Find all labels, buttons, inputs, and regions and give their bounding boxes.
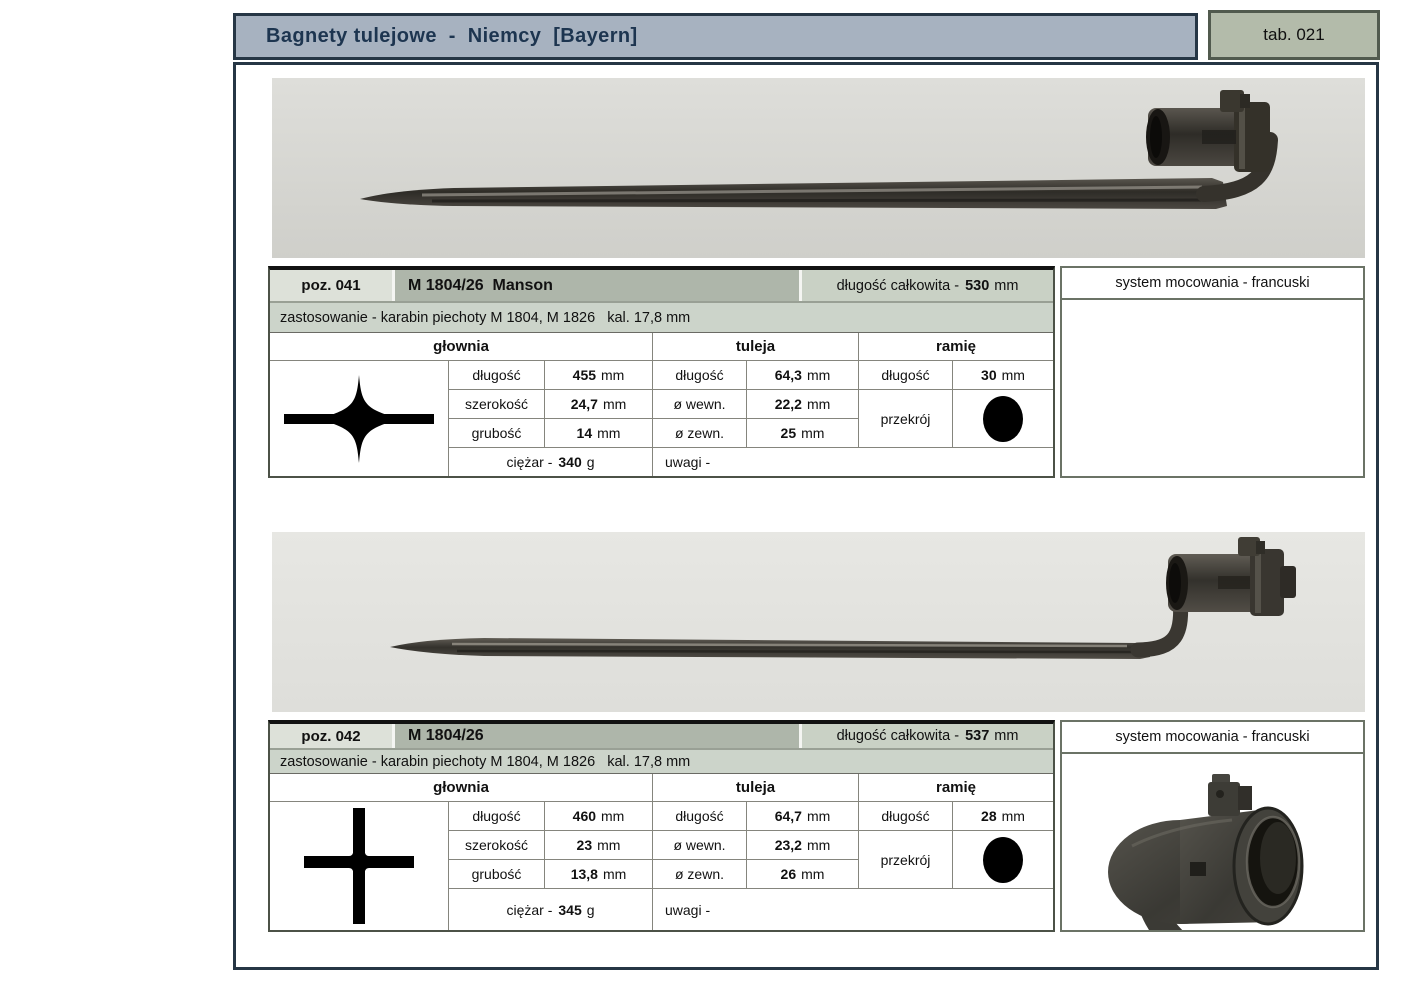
socket-outer-label-041: ø zewn. xyxy=(653,419,747,448)
total-length-cell-041: długość całkowita - 530 mm xyxy=(802,270,1053,301)
cruciform-section-icon xyxy=(274,802,444,930)
page-title-bar xyxy=(233,13,1198,60)
cross-section-label-042: przekrój xyxy=(859,831,953,889)
arm-length-label-042: długość xyxy=(859,802,953,831)
mount-system-box-041 xyxy=(1060,266,1365,478)
arm-cross-section-circle-042 xyxy=(953,831,1053,889)
blade-thickness-label-041: grubość xyxy=(449,419,545,448)
socket-length-value-042: 64,7 mm xyxy=(747,802,859,831)
blade-thickness-value-042: 13,8 mm xyxy=(545,860,653,889)
blade-length-label-041: długość xyxy=(449,361,545,390)
group-header-arm-042: ramię xyxy=(859,774,1053,802)
arm-length-value-041: 30 mm xyxy=(953,361,1053,390)
blade-thickness-label-042: grubość xyxy=(449,860,545,889)
arm-cross-section-circle-041 xyxy=(953,390,1053,448)
model-label-041: M 1804/26 Manson xyxy=(395,270,802,301)
blade-cross-section-diagram-041 xyxy=(270,361,449,476)
blade-width-label-041: szerokość xyxy=(449,390,545,419)
spec-041-header-row xyxy=(270,270,1053,301)
model-label-042: M 1804/26 xyxy=(395,724,802,748)
blade-width-value-041: 24,7 mm xyxy=(545,390,653,419)
poz-badge-042: poz. 042 xyxy=(270,724,395,748)
filled-circle-icon xyxy=(983,396,1023,442)
group-header-socket-042: tuleja xyxy=(653,774,859,802)
blade-width-value-042: 23 mm xyxy=(545,831,653,860)
socket-closeup-photo-042 xyxy=(1062,754,1363,930)
star-section-icon xyxy=(274,364,444,474)
arm-length-label-041: długość xyxy=(859,361,953,390)
blade-width-label-042: szerokość xyxy=(449,831,545,860)
mount-system-box-042 xyxy=(1060,720,1365,932)
bayonet-photo-041 xyxy=(272,78,1365,258)
filled-circle-icon xyxy=(983,837,1023,883)
group-header-blade-042: głownia xyxy=(270,774,653,802)
notes-cell-041: uwagi - xyxy=(653,448,1053,476)
blade-length-value-041: 455 mm xyxy=(545,361,653,390)
blade-thickness-value-041: 14 mm xyxy=(545,419,653,448)
group-header-arm-041: ramię xyxy=(859,333,1053,361)
bayonet-042-illustration xyxy=(272,532,1365,712)
mount-system-label-041: system mocowania - francuski xyxy=(1062,268,1363,300)
spec-table-042 xyxy=(268,720,1055,932)
socket-inner-value-042: 23,2 mm xyxy=(747,831,859,860)
socket-outer-label-042: ø zewn. xyxy=(653,860,747,889)
spec-042-grid xyxy=(270,773,1053,930)
content-frame xyxy=(233,62,1379,970)
usage-row-042: zastosowanie - karabin piechoty M 1804, M 1826 kal. 17,8 mm xyxy=(270,748,1053,773)
mount-system-body-041 xyxy=(1062,300,1363,476)
mount-system-label-042: system mocowania - francuski xyxy=(1062,722,1363,754)
socket-inner-label-042: ø wewn. xyxy=(653,831,747,860)
tab-number: tab. 021 xyxy=(1263,25,1325,44)
bayonet-photo-042 xyxy=(272,532,1365,712)
socket-closeup-illustration xyxy=(1062,754,1363,930)
arm-length-value-042: 28 mm xyxy=(953,802,1053,831)
blade-length-label-042: długość xyxy=(449,802,545,831)
socket-outer-value-042: 26 mm xyxy=(747,860,859,889)
notes-cell-042: uwagi - xyxy=(653,889,1053,930)
usage-row-041: zastosowanie - karabin piechoty M 1804, M 1826 kal. 17,8 mm xyxy=(270,301,1053,332)
weight-cell-041: ciężar - 340 g xyxy=(449,448,653,476)
weight-cell-042: ciężar - 345 g xyxy=(449,889,653,930)
total-length-cell-042: długość całkowita - 537 mm xyxy=(802,724,1053,748)
socket-length-label-042: długość xyxy=(653,802,747,831)
page-title: Bagnety tulejowe - Niemcy [Bayern] xyxy=(266,25,638,47)
spec-042-header-row xyxy=(270,724,1053,748)
group-header-socket-041: tuleja xyxy=(653,333,859,361)
blade-cross-section-diagram-042 xyxy=(270,802,449,930)
socket-inner-label-041: ø wewn. xyxy=(653,390,747,419)
socket-length-label-041: długość xyxy=(653,361,747,390)
cross-section-label-041: przekrój xyxy=(859,390,953,448)
bayonet-041-illustration xyxy=(272,78,1365,258)
socket-outer-value-041: 25 mm xyxy=(747,419,859,448)
spec-041-grid xyxy=(270,332,1053,476)
blade-length-value-042: 460 mm xyxy=(545,802,653,831)
group-header-blade-041: głownia xyxy=(270,333,653,361)
poz-badge-041: poz. 041 xyxy=(270,270,395,301)
spec-table-041 xyxy=(268,266,1055,478)
tab-number-box xyxy=(1208,10,1380,60)
socket-length-value-041: 64,3 mm xyxy=(747,361,859,390)
socket-inner-value-041: 22,2 mm xyxy=(747,390,859,419)
